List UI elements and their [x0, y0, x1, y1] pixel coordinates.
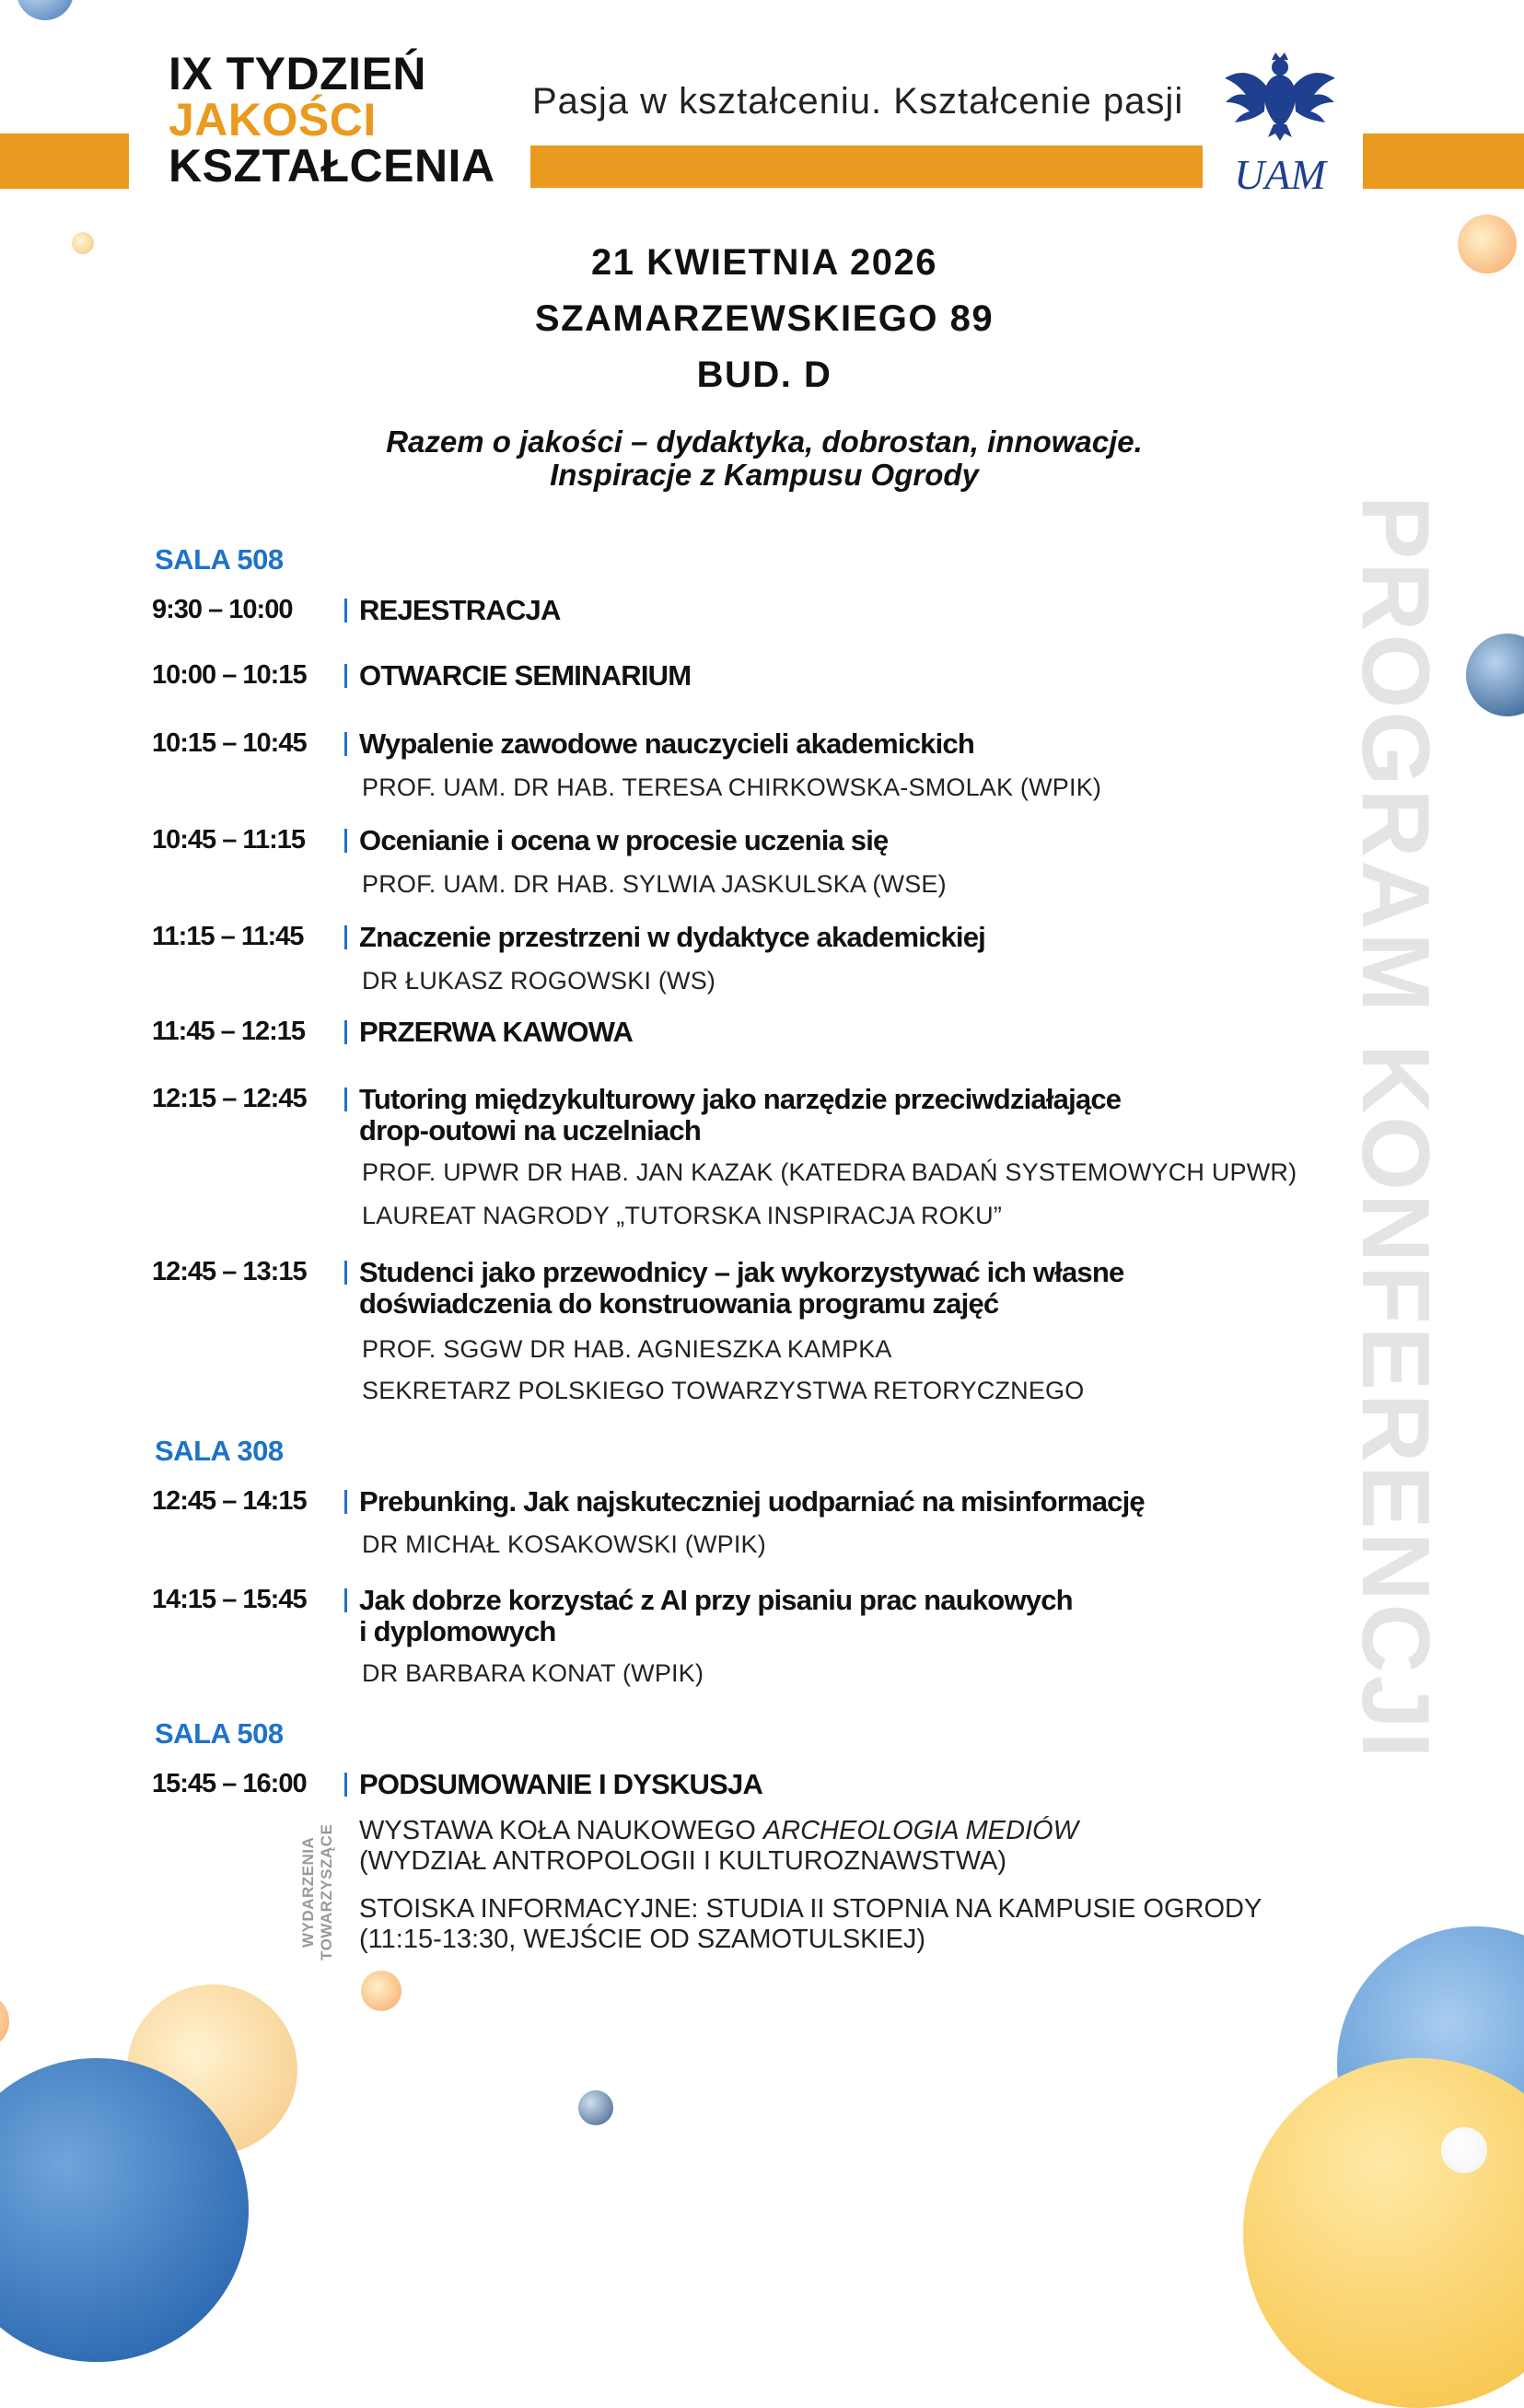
- session-speaker: PROF. UAM. DR HAB. SYLWIA JASKULSKA (WSE): [362, 870, 947, 898]
- decor-circle: [1441, 2127, 1487, 2173]
- session-title-line-2: doświadczenia do konstruowania programu zajęć: [359, 1287, 999, 1320]
- session-speaker: PROF. SGGW DR HAB. AGNIESZKA KAMPKA: [362, 1335, 892, 1363]
- session-time: 10:00 – 10:15: [152, 660, 307, 690]
- side-event-stands: STOISKA INFORMACYJNE: STUDIA II STOPNIA NA KAMPUSIE OGRODY: [359, 1894, 1262, 1924]
- session-time: 14:15 – 15:45: [152, 1585, 307, 1614]
- session-speaker: DR MICHAŁ KOSAKOWSKI (WPIK): [362, 1530, 766, 1558]
- decor-circle: [17, 0, 74, 20]
- brand-line-1: IX TYDZIEŃ: [169, 48, 427, 99]
- subtitle-line-2: Inspiracje z Kampusu Ogrody: [550, 458, 979, 492]
- event-details: [313, 235, 1216, 403]
- session-speaker-note: LAUREAT NAGRODY „TUTORSKA INSPIRACJA ROKU”: [362, 1202, 1003, 1229]
- decor-circle: [578, 2090, 613, 2125]
- event-building: BUD. D: [696, 355, 832, 395]
- session-speaker-note: SEKRETARZ POLSKIEGO TOWARZYSTWA RETORYCZNEGO: [362, 1377, 1085, 1404]
- side-event-exhibit-faculty: (WYDZIAŁ ANTROPOLOGII I KULTUROZNAWSTWA): [359, 1846, 1007, 1876]
- session-title-line-2: drop-outowi na uczelniach: [359, 1114, 701, 1146]
- session-title-line-1: Tutoring międzykulturowy jako narzędzie przeciwdziałające: [359, 1083, 1122, 1115]
- session-title-line-2: i dyplomowych: [359, 1615, 556, 1647]
- session-title: PRZERWA KAWOWA: [359, 1016, 634, 1048]
- separator: [344, 1490, 347, 1514]
- session-title: Wypalenie zawodowe nauczycieli akademickich: [359, 727, 974, 760]
- room-heading: SALA 508: [155, 1717, 284, 1750]
- separator: [344, 1261, 347, 1285]
- session-speaker: PROF. UPWR DR HAB. JAN KAZAK (KATEDRA BADAŃ SYSTEMOWYCH UPWR): [362, 1158, 1297, 1186]
- decor-circle: [1458, 215, 1517, 273]
- decor-circle: [0, 1994, 9, 2049]
- event-street: SZAMARZEWSKIEGO 89: [534, 298, 995, 339]
- separator: [344, 732, 347, 756]
- side-events-label-line-2: TOWARZYSZĄCE: [318, 1823, 335, 1961]
- side-event-stands-details: (11:15-13:30, WEJŚCIE OD SZAMOTULSKIEJ): [359, 1925, 926, 1954]
- session-speaker: DR BARBARA KONAT (WPIK): [362, 1659, 704, 1687]
- event-brand: [169, 48, 495, 192]
- session-time: 11:15 – 11:45: [152, 922, 304, 951]
- header-bar-left: [0, 134, 129, 189]
- decor-circle: [1243, 2058, 1524, 2408]
- separator: [344, 1588, 347, 1612]
- side-events-label-line-1: WYDARZENIA: [299, 1836, 317, 1949]
- separator: [344, 599, 347, 622]
- event-date: 21 KWIETNIA 2026: [591, 242, 937, 283]
- separator: [344, 1020, 347, 1044]
- session-time: 15:45 – 16:00: [152, 1769, 307, 1798]
- session-title: REJESTRACJA: [359, 594, 561, 626]
- separator: [344, 1088, 347, 1111]
- session-title: PODSUMOWANIE I DYSKUSJA: [359, 1768, 763, 1800]
- subtitle-line-1: Razem o jakości – dydaktyka, dobrostan, innowacje.: [386, 425, 1143, 459]
- exhibit-prefix: WYSTAWA KOŁA NAUKOWEGO: [359, 1816, 763, 1845]
- uam-logo-text: UAM: [1234, 151, 1326, 193]
- program-side-title: PROGRAM KONFERENCJI: [1342, 494, 1448, 1762]
- session-time: 12:15 – 12:45: [152, 1084, 307, 1113]
- session-title-line-1: Jak dobrze korzystać z AI przy pisaniu prac naukowych: [359, 1584, 1073, 1616]
- session-time: 12:45 – 13:15: [152, 1257, 307, 1286]
- session-title-line-1: Studenci jako przewodnicy – jak wykorzystywać ich własne: [359, 1256, 1124, 1288]
- decor-circle: [72, 232, 94, 254]
- side-events-label: [299, 1809, 355, 1975]
- session-title: OTWARCIE SEMINARIUM: [359, 659, 692, 692]
- brand-line-2: JAKOŚCI: [169, 94, 377, 145]
- session-speaker: PROF. UAM. DR HAB. TERESA CHIRKOWSKA-SMOLAK (WPIK): [362, 774, 1102, 801]
- event-subtitle: [221, 425, 1308, 492]
- room-heading: SALA 508: [155, 543, 284, 576]
- eagle-emblem-icon: [1220, 51, 1340, 193]
- separator: [344, 1773, 347, 1797]
- header-bar-right: [1363, 134, 1524, 189]
- tagline: Pasja w kształceniu. Kształcenie pasji: [532, 81, 1184, 122]
- room-heading: SALA 308: [155, 1435, 284, 1467]
- session-title: Prebunking. Jak najskuteczniej uodparniać na misinformację: [359, 1485, 1145, 1518]
- session-time: 9:30 – 10:00: [152, 595, 293, 624]
- session-time: 12:45 – 14:15: [152, 1486, 307, 1516]
- session-time: 11:45 – 12:15: [152, 1017, 305, 1046]
- session-title: Ocenianie i ocena w procesie uczenia się: [359, 824, 889, 856]
- uam-logo: [1220, 51, 1340, 193]
- session-speaker: DR ŁUKASZ ROGOWSKI (WS): [362, 967, 716, 995]
- exhibit-name: ARCHEOLOGIA MEDIÓW: [762, 1816, 1078, 1845]
- separator: [344, 829, 347, 853]
- session-time: 10:45 – 11:15: [152, 825, 305, 855]
- session-title: Znaczenie przestrzeni w dydaktyce akademickiej: [359, 921, 985, 953]
- separator: [344, 664, 347, 688]
- session-time: 10:15 – 10:45: [152, 728, 307, 758]
- brand-line-3: KSZTAŁCENIA: [169, 140, 495, 192]
- side-event-exhibit: [359, 1816, 1078, 1846]
- separator: [344, 925, 347, 949]
- decor-circle: [1466, 634, 1524, 716]
- header-bar-middle: [530, 145, 1203, 188]
- decor-circle: [361, 1971, 401, 2011]
